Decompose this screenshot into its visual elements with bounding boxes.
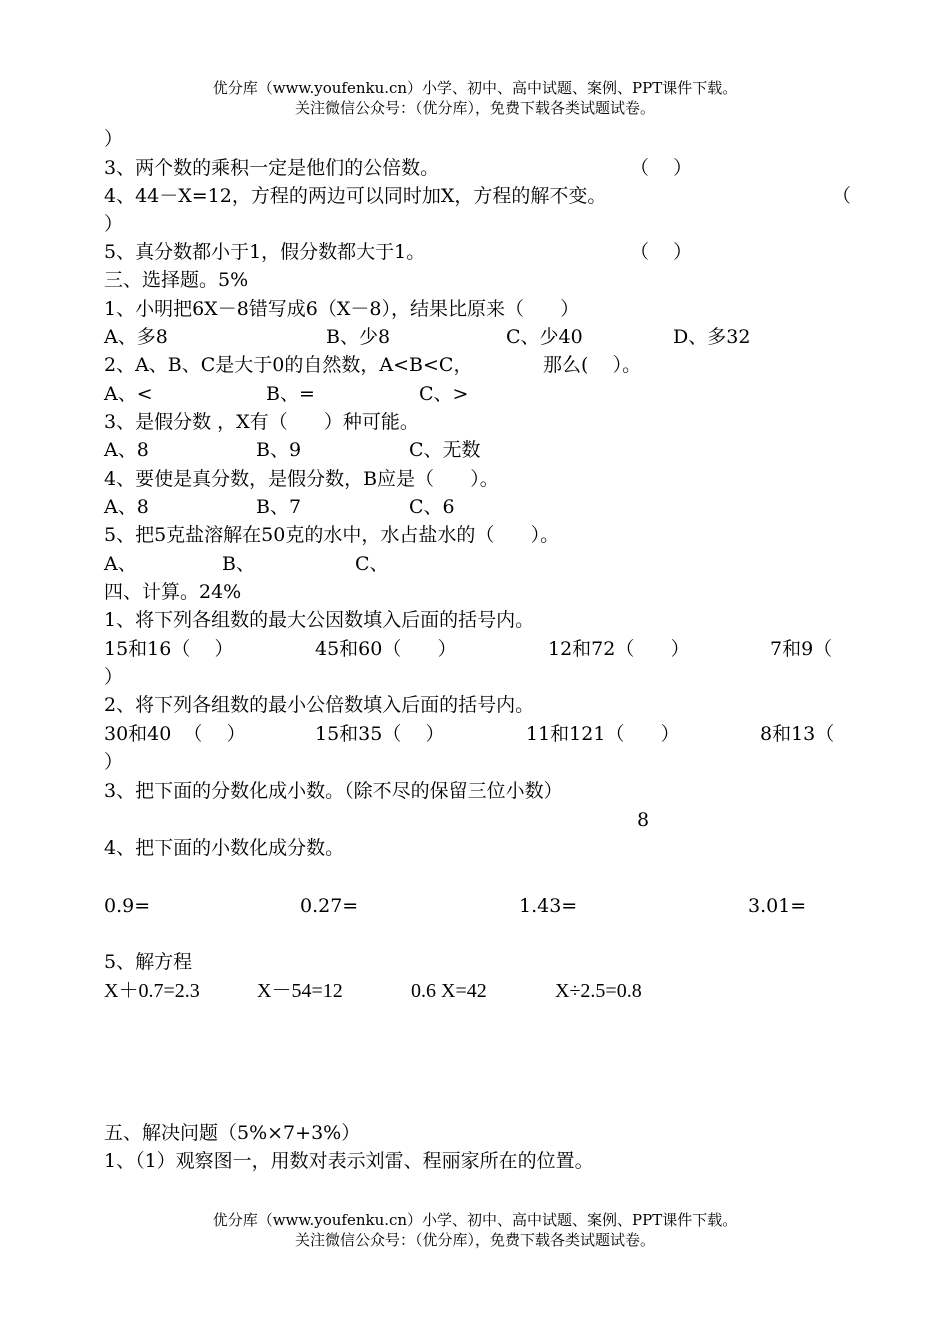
choice-title: 三、选择题。5%: [104, 269, 249, 291]
judge-q3: 3、两个数的乘积一定是他们的公倍数。: [104, 157, 440, 179]
judge-q2-tail: ）: [104, 128, 124, 150]
header-line-1: 优分库（www.youfenku.cn）小学、初中、高中试题、案例、PPT课件下载。: [212, 79, 738, 97]
choice-q1-option-b: B、少8: [326, 326, 391, 348]
choice-q3-option-c: C、无数: [409, 439, 481, 461]
calc-q2-item-3: 11和121（ ）: [526, 723, 680, 745]
choice-q5-option-b: B、: [222, 553, 255, 575]
footer-line-1: 优分库（www.youfenku.cn）小学、初中、高中试题、案例、PPT课件下载。: [212, 1211, 738, 1229]
calc-q4-item-1: 0.9=: [104, 895, 151, 917]
judge-q5-blank: （ ）: [630, 241, 693, 263]
choice-q4-option-b: B、7: [256, 496, 302, 518]
calc-q4-item-4: 3.01=: [748, 895, 807, 917]
calc-q5-equation-1: X＋0.7=2.3: [104, 980, 200, 1002]
choice-q5: 5、把5克盐溶解在50克的水中，水占盐水的（ ）。: [104, 524, 560, 546]
calc-q3: 3、把下面的分数化成小数。（除不尽的保留三位小数）: [104, 780, 563, 802]
judge-q4-close: ）: [104, 213, 124, 235]
choice-q2-option-a: A、<: [104, 383, 153, 405]
calc-q2-item-2: 15和35（ ）: [315, 723, 445, 745]
calc-title: 四、计算。24%: [104, 581, 242, 603]
choice-q1: 1、小明把6X－8错写成6（X－8），结果比原来（ ）: [104, 298, 580, 320]
solve-q1: 1、（1）观察图一，用数对表示刘雷、程丽家所在的位置。: [104, 1150, 594, 1172]
choice-q2: 2、A、B、C是大于0的自然数，A<B<C，: [104, 354, 473, 376]
judge-q3-blank: （ ）: [630, 157, 693, 179]
calc-q1: 1、将下列各组数的最大公因数填入后面的括号内。: [104, 609, 535, 631]
choice-q4: 4、要使是真分数，是假分数，B应是（ ）。: [104, 468, 499, 490]
choice-q2-option-c: C、>: [419, 383, 469, 405]
calc-q4: 4、把下面的小数化成分数。: [104, 837, 345, 859]
choice-q3-option-b: B、9: [256, 439, 302, 461]
judge-q4-open: （: [832, 185, 852, 207]
choice-q4-option-a: A、8: [104, 496, 149, 518]
solve-title: 五、解决问题（5%×7+3%）: [104, 1122, 361, 1144]
calc-q1-item-4: 7和9（: [770, 638, 833, 660]
choice-q4-option-c: C、6: [409, 496, 455, 518]
calc-q2-close: ）: [104, 751, 124, 773]
calc-q4-item-3: 1.43=: [519, 895, 578, 917]
calc-q1-item-3: 12和72（ ）: [548, 638, 690, 660]
calc-q5-equation-4: X÷2.5=0.8: [555, 980, 642, 1002]
calc-q5-equation-2: X－54=12: [257, 980, 343, 1002]
calc-q4-item-2: 0.27=: [300, 895, 359, 917]
calc-q2-item-1: 30和40 （ ）: [104, 723, 246, 745]
choice-q3: 3、是假分数 ，X有（ ）种可能。: [104, 411, 419, 433]
choice-q2-then: 那么( ）。: [543, 354, 642, 376]
choice-q5-option-a: A、: [104, 553, 137, 575]
judge-q4: 4、44－X=12，方程的两边可以同时加X，方程的解不变。: [104, 185, 607, 207]
footer-line-2: 关注微信公众号：（优分库），免费下载各类试题试卷。: [294, 1231, 655, 1249]
calc-q5-equation-3: 0.6 X=42: [411, 980, 487, 1002]
calc-q2: 2、将下列各组数的最小公倍数填入后面的括号内。: [104, 694, 535, 716]
choice-q2-option-b: B、=: [266, 383, 315, 405]
calc-q1-close: ）: [104, 666, 124, 688]
choice-q1-option-d: D、多32: [673, 326, 751, 348]
calc-q5: 5、解方程: [104, 951, 193, 973]
choice-q1-option-c: C、少40: [506, 326, 583, 348]
header-line-2: 关注微信公众号：（优分库），免费下载各类试题试卷。: [294, 99, 655, 117]
choice-q1-option-a: A、多8: [104, 326, 168, 348]
choice-q3-option-a: A、8: [104, 439, 149, 461]
calc-q1-item-2: 45和60（ ）: [315, 638, 457, 660]
calc-q2-item-4: 8和13（: [760, 723, 835, 745]
calc-q1-item-1: 15和16（ ）: [104, 638, 234, 660]
judge-q5: 5、真分数都小于1，假分数都大于1。: [104, 241, 426, 263]
calc-q3-numerator: 8: [637, 809, 650, 831]
choice-q5-option-c: C、: [355, 553, 389, 575]
